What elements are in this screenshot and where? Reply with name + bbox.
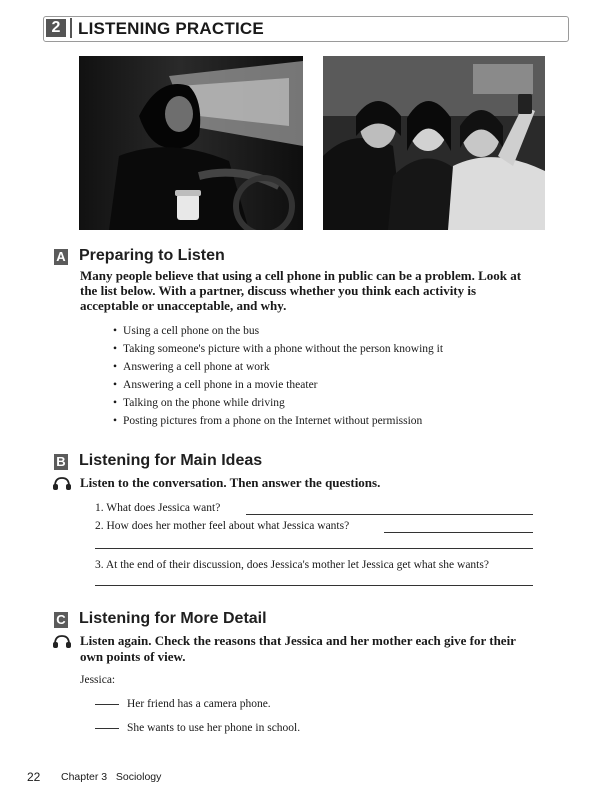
answer-line-2[interactable] [384,532,533,533]
section-c-title: Listening for More Detail [79,610,267,627]
section-header [43,16,569,42]
headphones-icon [52,634,72,648]
question-1: 1. What does Jessica want? [95,502,221,514]
section-separator [70,18,72,38]
answer-line-1[interactable] [246,514,533,515]
check-blank[interactable] [95,728,119,729]
page-number: 22 [27,770,41,784]
section-a-title: Preparing to Listen [79,247,225,264]
list-item: • Using a cell phone on the bus [113,322,443,340]
section-a-badge: A [54,249,68,265]
section-a-intro: Many people believe that using a cell phone in public can be a problem. Look at the list below. With a partner, discuss whether you think each activity is acceptable or unacceptable, and why. [80,268,522,313]
reason-item [95,698,271,710]
chapter-label: Chapter 3 Sociology [61,771,162,783]
list-item: • Answering a cell phone in a movie theater [113,376,443,394]
headphones-icon [52,476,72,490]
list-item: • Talking on the phone while driving [113,394,443,412]
question-2: 2. How does her mother feel about what Jessica wants? [95,520,350,532]
section-c-instruction-line2: own points of view. [80,649,186,664]
section-title: LISTENING PRACTICE [78,19,264,38]
answer-line-3[interactable] [95,585,533,586]
photo-three-girls-taking-picture [323,56,545,230]
reason-text: She wants to use her phone in school. [127,722,301,734]
list-item: • Posting pictures from a phone on the Internet without permission [113,412,443,430]
section-b-instruction: Listen to the conversation. Then answer the questions. [80,475,381,490]
section-b-title: Listening for Main Ideas [79,452,263,469]
list-item: • Taking someone's picture with a phone without the person knowing it [113,340,443,358]
section-c-instruction-line1: Listen again. Check the reasons that Jessica and her mother each give for their [80,633,516,648]
speaker-label: Jessica: [80,674,116,686]
section-c-badge: C [54,612,68,628]
check-blank[interactable] [95,704,119,705]
photo-woman-on-phone-driving [79,56,303,230]
reason-text: Her friend has a camera phone. [127,698,271,710]
section-b-badge: B [54,454,68,470]
section-number: 2 [46,19,66,37]
activity-list [113,322,443,430]
list-item: • Answering a cell phone at work [113,358,443,376]
answer-line-2b[interactable] [95,548,533,549]
reason-item [95,722,300,734]
question-3: 3. At the end of their discussion, does Jessica's mother let Jessica get what she wants? [95,559,489,571]
